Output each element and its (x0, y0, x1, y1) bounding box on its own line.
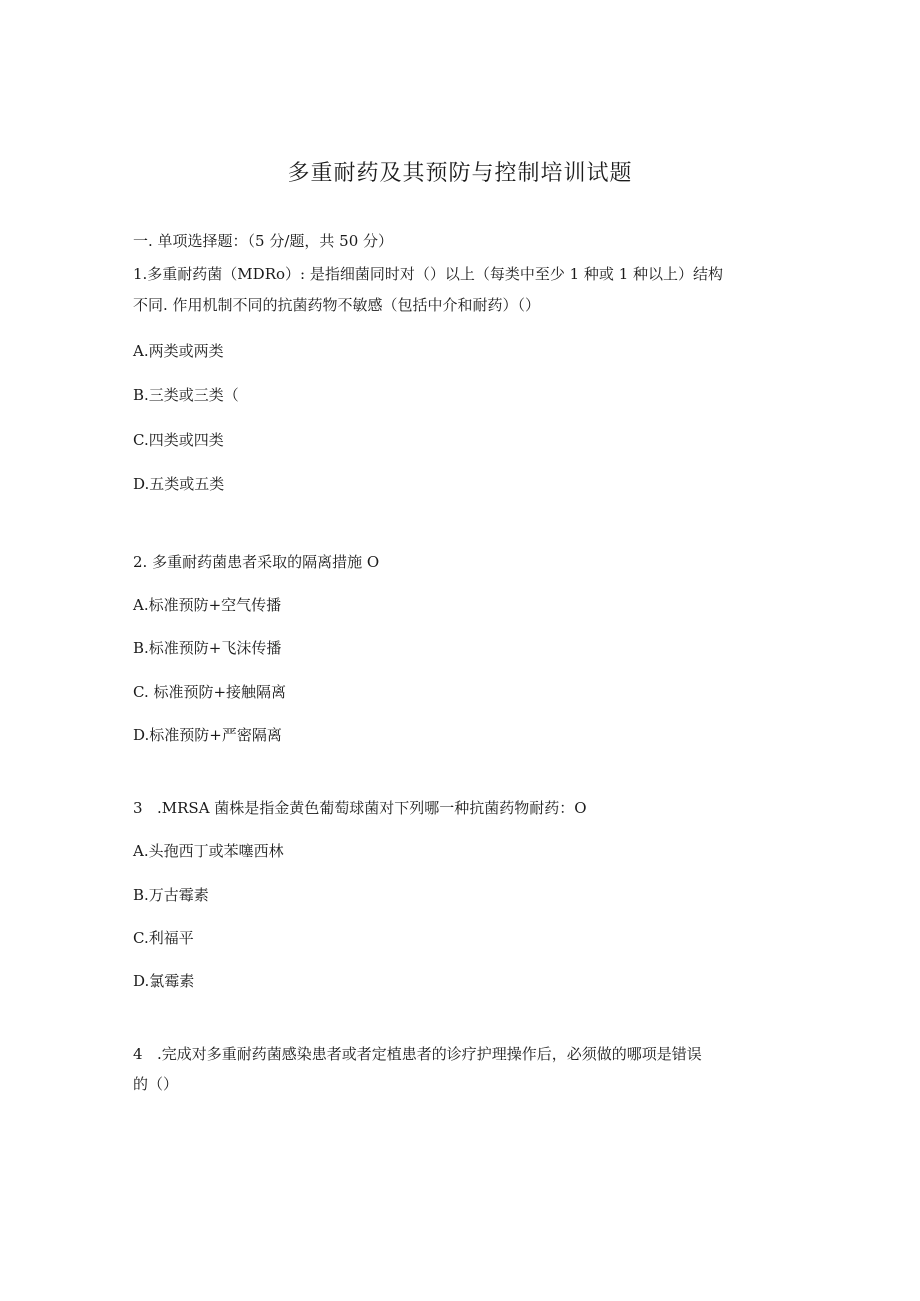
question-1-text-line-1: 1.多重耐药菌（MDRo）: 是指细菌同时对（）以上（每类中至少 1 种或 1 种以上）结构 (133, 265, 724, 283)
question-2-option-a: A.标准预防+空气传播 (133, 596, 282, 614)
question-1-text-line-2: 不同. 作用机制不同的抗菌药物不敏感（包括中介和耐药）（） (133, 296, 541, 314)
question-1-option-b: B.三类或三类（ (133, 386, 239, 404)
question-3-option-c: C.利福平 (133, 929, 194, 947)
question-3-option-b: B.万古霉素 (133, 886, 209, 904)
question-4-text-line-1 (133, 1042, 783, 1066)
question-4-text-body: .完成对多重耐药菌感染患者或者定植患者的诊疗护理操作后，必须做的哪项是错误 (157, 1045, 702, 1063)
question-2-option-b: B.标准预防+飞沫传播 (133, 639, 282, 657)
question-3-text-body: .MRSA 菌株是指金黄色葡萄球菌对下列哪一种抗菌药物耐药：O (157, 799, 587, 817)
question-3-text (133, 796, 783, 820)
question-4-number: 4 (133, 1045, 143, 1063)
question-2-text: 2. 多重耐药菌患者采取的隔离措施 O (133, 553, 380, 571)
page-title: 多重耐药及其预防与控制培训试题 (287, 161, 633, 186)
question-3-option-a: A.头孢西丁或苯噻西林 (133, 842, 284, 860)
question-1-option-c: C.四类或四类 (133, 431, 224, 449)
question-1-option-d: D.五类或五类 (133, 475, 225, 493)
question-2-option-d: D.标准预防+严密隔离 (133, 726, 282, 744)
section-heading: 一. 单项选择题：（5 分/题，共 50 分） (133, 232, 394, 250)
question-3-number: 3 (133, 799, 143, 817)
question-2-option-c: C. 标准预防+接触隔离 (133, 683, 287, 701)
question-3-option-d: D.氯霉素 (133, 972, 195, 990)
question-4-text-line-2: 的（） (133, 1075, 179, 1093)
question-1-option-a: A.两类或两类 (133, 342, 224, 360)
